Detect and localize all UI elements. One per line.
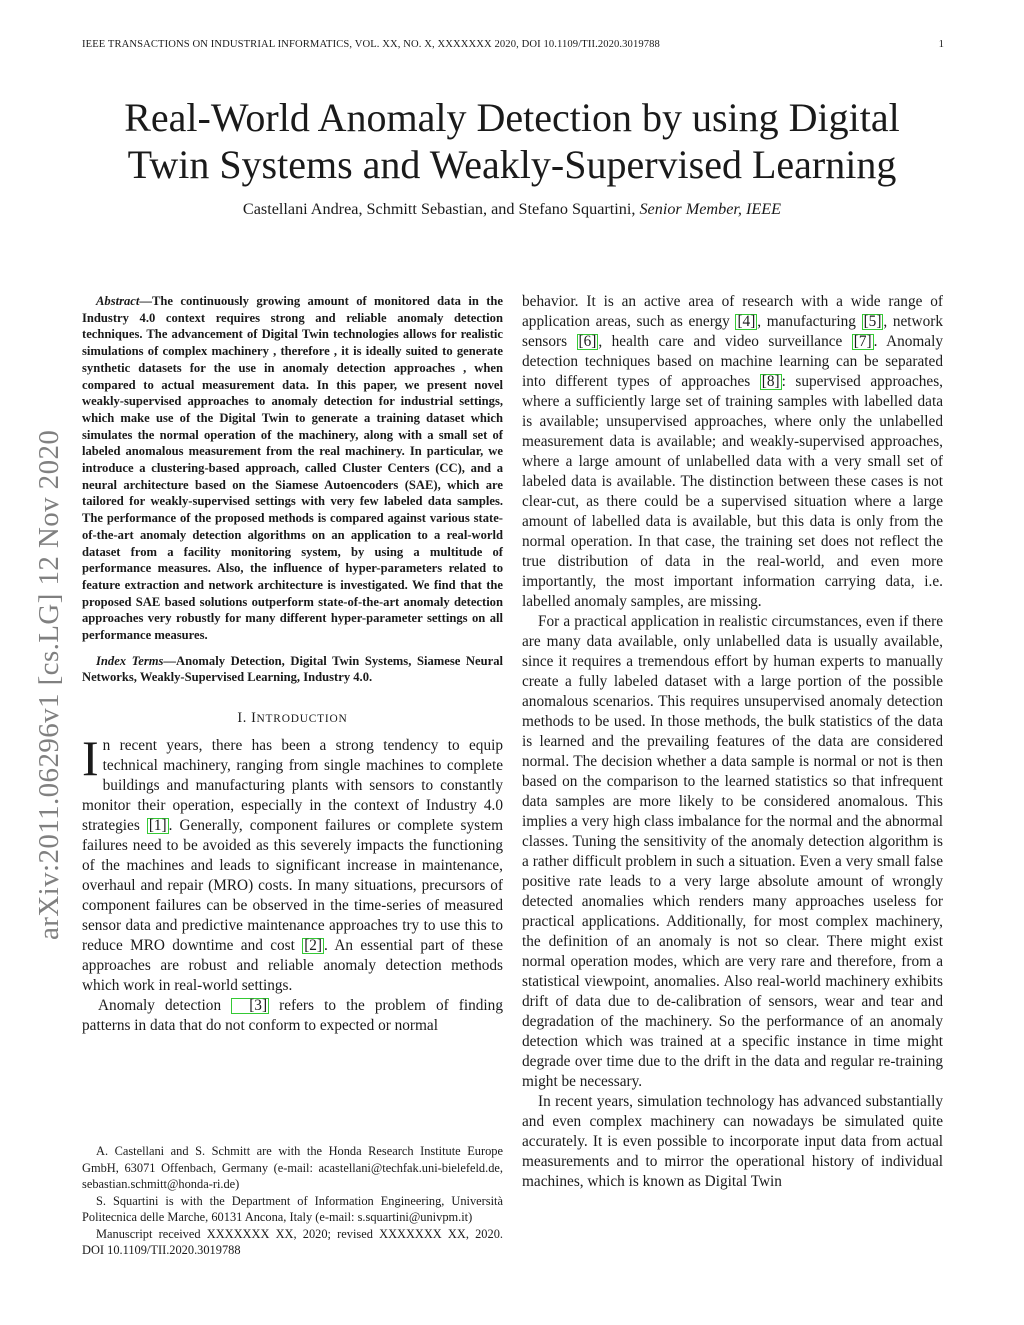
arxiv-identifier: arXiv:2011.06296v1 [cs.LG] 12 Nov 2020 bbox=[33, 429, 65, 940]
citation-link-8[interactable]: [8] bbox=[761, 373, 780, 390]
citation-link-3[interactable]: [3] bbox=[231, 998, 269, 1014]
author-membership: Senior Member, IEEE bbox=[639, 200, 782, 218]
citation-link-4[interactable]: [4] bbox=[737, 313, 756, 330]
index-terms bbox=[82, 653, 503, 686]
journal-header: IEEE TRANSACTIONS ON INDUSTRIAL INFORMATICS, VOL. XX, NO. X, XXXXXXX 2020, DOI 10.1109/TII.2020.3019788 bbox=[82, 39, 660, 50]
intro-p1-text-a: n recent years, there has been a strong tendency to equip technical machinery, ranging from single machines to complete buildings and manufacturing plants with sensors to constantly monitor their operation, especially in the context of Industry 4.0 strategies bbox=[82, 737, 503, 835]
section-title-rest: NTRODUCTION bbox=[256, 713, 348, 726]
citation-link-6[interactable]: [6] bbox=[578, 333, 597, 350]
footnote-affiliation-2: S. Squartini is with the Department of Information Engineering, Università Politecnica delle Marche, 60131 Ancona, Italy (e-mail: s.squartini@univpm.it) bbox=[82, 1193, 503, 1224]
abstract bbox=[82, 293, 503, 644]
intro-paragraph-4: In recent years, simulation technology has advanced substantially and even complex machinery can nowadays be simulated quite accurately. It is even possible to incorporate input data from actual measurements and to mirror the operational history of individual machines, which is known as Digital Twin bbox=[522, 1093, 943, 1190]
intro-p2-text-g: : supervised approaches, where a sufficiently large set of training samples with labelled data is available; unsupervised approaches, where only the unlabelled measurement data is available; and weakly-supervised approaches, where a large amount of unlabelled data with a very small set of labeled data is available. The distinction between these cases is not clear-cut, as there could be a supervised situation where a large amount of labelled data is available, but this data is only from the normal operation. In that case, the training set does not reflect the true distribution of data in the real-world, and even more importantly, the most important information carrying data, i.e. labelled anomaly samples, are missing. bbox=[522, 373, 943, 610]
title-line-1: Real-World Anomaly Detection by using Digital bbox=[124, 95, 900, 140]
abstract-label: Abstract bbox=[96, 294, 140, 308]
page-number: 1 bbox=[938, 39, 944, 50]
intro-p1-text-c: . An essential part of these approaches are robust and reliable anomaly detection methods which work in real-world settings. bbox=[82, 937, 503, 995]
left-column bbox=[82, 293, 503, 1036]
section-heading-introduction bbox=[82, 710, 503, 727]
running-header bbox=[82, 39, 944, 55]
intro-p2-text-b-continued: behavior. It is an active area of research with a wide range of application areas, such as energy bbox=[522, 293, 943, 330]
footnote-affiliation-1: A. Castellani and S. Schmitt are with the Honda Research Institute Europe GmbH, 63071 Offenbach, Germany (e-mail: acastellani@techfak.uni-bielefeld.de, sebastian.schmitt@honda-ri.de) bbox=[82, 1144, 503, 1191]
paper-title bbox=[60, 94, 964, 188]
citation-link-1[interactable]: [1] bbox=[148, 817, 167, 835]
citation-link-5[interactable]: [5] bbox=[863, 313, 882, 330]
footnote-manuscript: Manuscript received XXXXXXX XX, 2020; revised XXXXXXX XX, 2020. DOI 10.1109/TII.2020.3019788 bbox=[82, 1226, 503, 1257]
intro-p2-text-e: , health care and video surveillance bbox=[598, 333, 852, 350]
index-terms-text: —Anomaly Detection, Digital Twin Systems, Siamese Neural Networks, Weakly-Supervised Learning, Industry 4.0. bbox=[82, 653, 503, 685]
intro-p2-text-b: refers to the problem of finding patterns in data that do not conform to expected or normal bbox=[82, 997, 503, 1035]
intro-p2-text-f: . Anomaly detection techniques based on machine learning can be separated into different types of approaches bbox=[522, 333, 943, 390]
index-terms-label: Index Terms bbox=[96, 653, 164, 668]
drop-cap: I bbox=[82, 730, 99, 787]
title-line-2: Twin Systems and Weakly-Supervised Learning bbox=[127, 142, 897, 187]
section-title-initial: I bbox=[251, 710, 257, 727]
section-numeral: I. bbox=[237, 710, 247, 727]
intro-p2-text-c: , manufacturing bbox=[757, 313, 862, 330]
intro-paragraph-3: For a practical application in realistic circumstances, even if there are many data available, only unlabelled data is usually available, since it requires a tremendous effort by human experts to manually create a fully labeled dataset with a large portion of the possible anomalous scenarios. This requires unsupervised anomaly detection methods to be used. In those methods, the bulk statistics of the data is learned and the prevailing features of the data are considered normal. The decision whether a data sample is normal or not is then based on the comparison to the learned statistics so that infrequent data samples are more likely to be considered anomalous. This implies a very high class imbalance for the normal and the abnormal classes. Tuning the sensitivity of the anomaly detection algorithm is a rather difficult problem in such a situation. Even a very small false positive rate leads to a very large absolute amount of wrongly detected anomalies which renders many approaches useless for practical applications. Additionally, for most complex machinery, the definition of an anomaly is not so clear. There might exist normal operation modes, which are very rare and therefore, from a statistical viewpoint, anomalies. Also real-world machinery exhibits drift of data due to de-calibration of sensors, wear and tear and degradation of the machinery. So the performance of an anomaly detection which was trained at a specific instance in time might degrade over time due to the drift in the data and regular re-training might be necessary. bbox=[522, 613, 943, 1090]
author-names: Castellani Andrea, Schmitt Sebastian, and Stefano Squartini, bbox=[242, 200, 636, 218]
intro-p2-text-d: , network sensors bbox=[522, 313, 943, 350]
citation-link-2[interactable]: [2] bbox=[304, 937, 323, 955]
author-list bbox=[60, 199, 964, 219]
intro-paragraph-1 bbox=[82, 730, 503, 996]
intro-paragraph-2-continued bbox=[522, 292, 943, 612]
right-column bbox=[522, 292, 943, 1192]
intro-paragraph-2 bbox=[82, 996, 503, 1036]
intro-p1-text-b: . Generally, component failures or complete system failures need to be avoided as this severely impacts the functioning of the machines and leads to significant increase in maintenance, overhaul and repair (MRO) costs. In many situations, precursors of component failures can be observed in the time-series of measured sensor data and predictive maintenance approaches try to use this to reduce MRO downtime and cost bbox=[82, 817, 503, 955]
footnotes bbox=[82, 1143, 503, 1259]
intro-p2-text-a: Anomaly detection bbox=[98, 997, 232, 1015]
abstract-text: —The continuously growing amount of monitored data in the Industry 4.0 context requires strong and reliable anomaly detection techniques. The advancement of Digital Twin technologies allows for realistic simulations of complex machinery , therefore , it is ideally suited to generate synthetic datasets for the use in anomaly detection approaches , when compared to actual measurement data. In this paper, we present novel weakly-supervised approaches to anomaly detection for industrial settings, which make use of the Digital Twin to generate a training dataset which simulates the normal operation of the machinery, along with a small set of labeled anomalous measurement from the real machinery. In particular, we introduce a clustering-based approach, called Cluster Centers (CC), and a neural architecture based on the Siamese Autoencoders (SAE), which are tailored for weakly-supervised settings with very few labeled data samples. The performance of the proposed methods is compared against various state-of-the-art anomaly detection algorithms on an application to a real-world dataset from a facility monitoring system, by using a multitude of performance measures. Also, the influence of hyper-parameters related to feature extraction and network architecture is investigated. We find that the proposed SAE based solutions outperform state-of-the-art anomaly detection approaches very robustly for many different hyper-parameter settings on all performance measures. bbox=[82, 294, 503, 643]
citation-link-7[interactable]: [7] bbox=[853, 333, 872, 350]
